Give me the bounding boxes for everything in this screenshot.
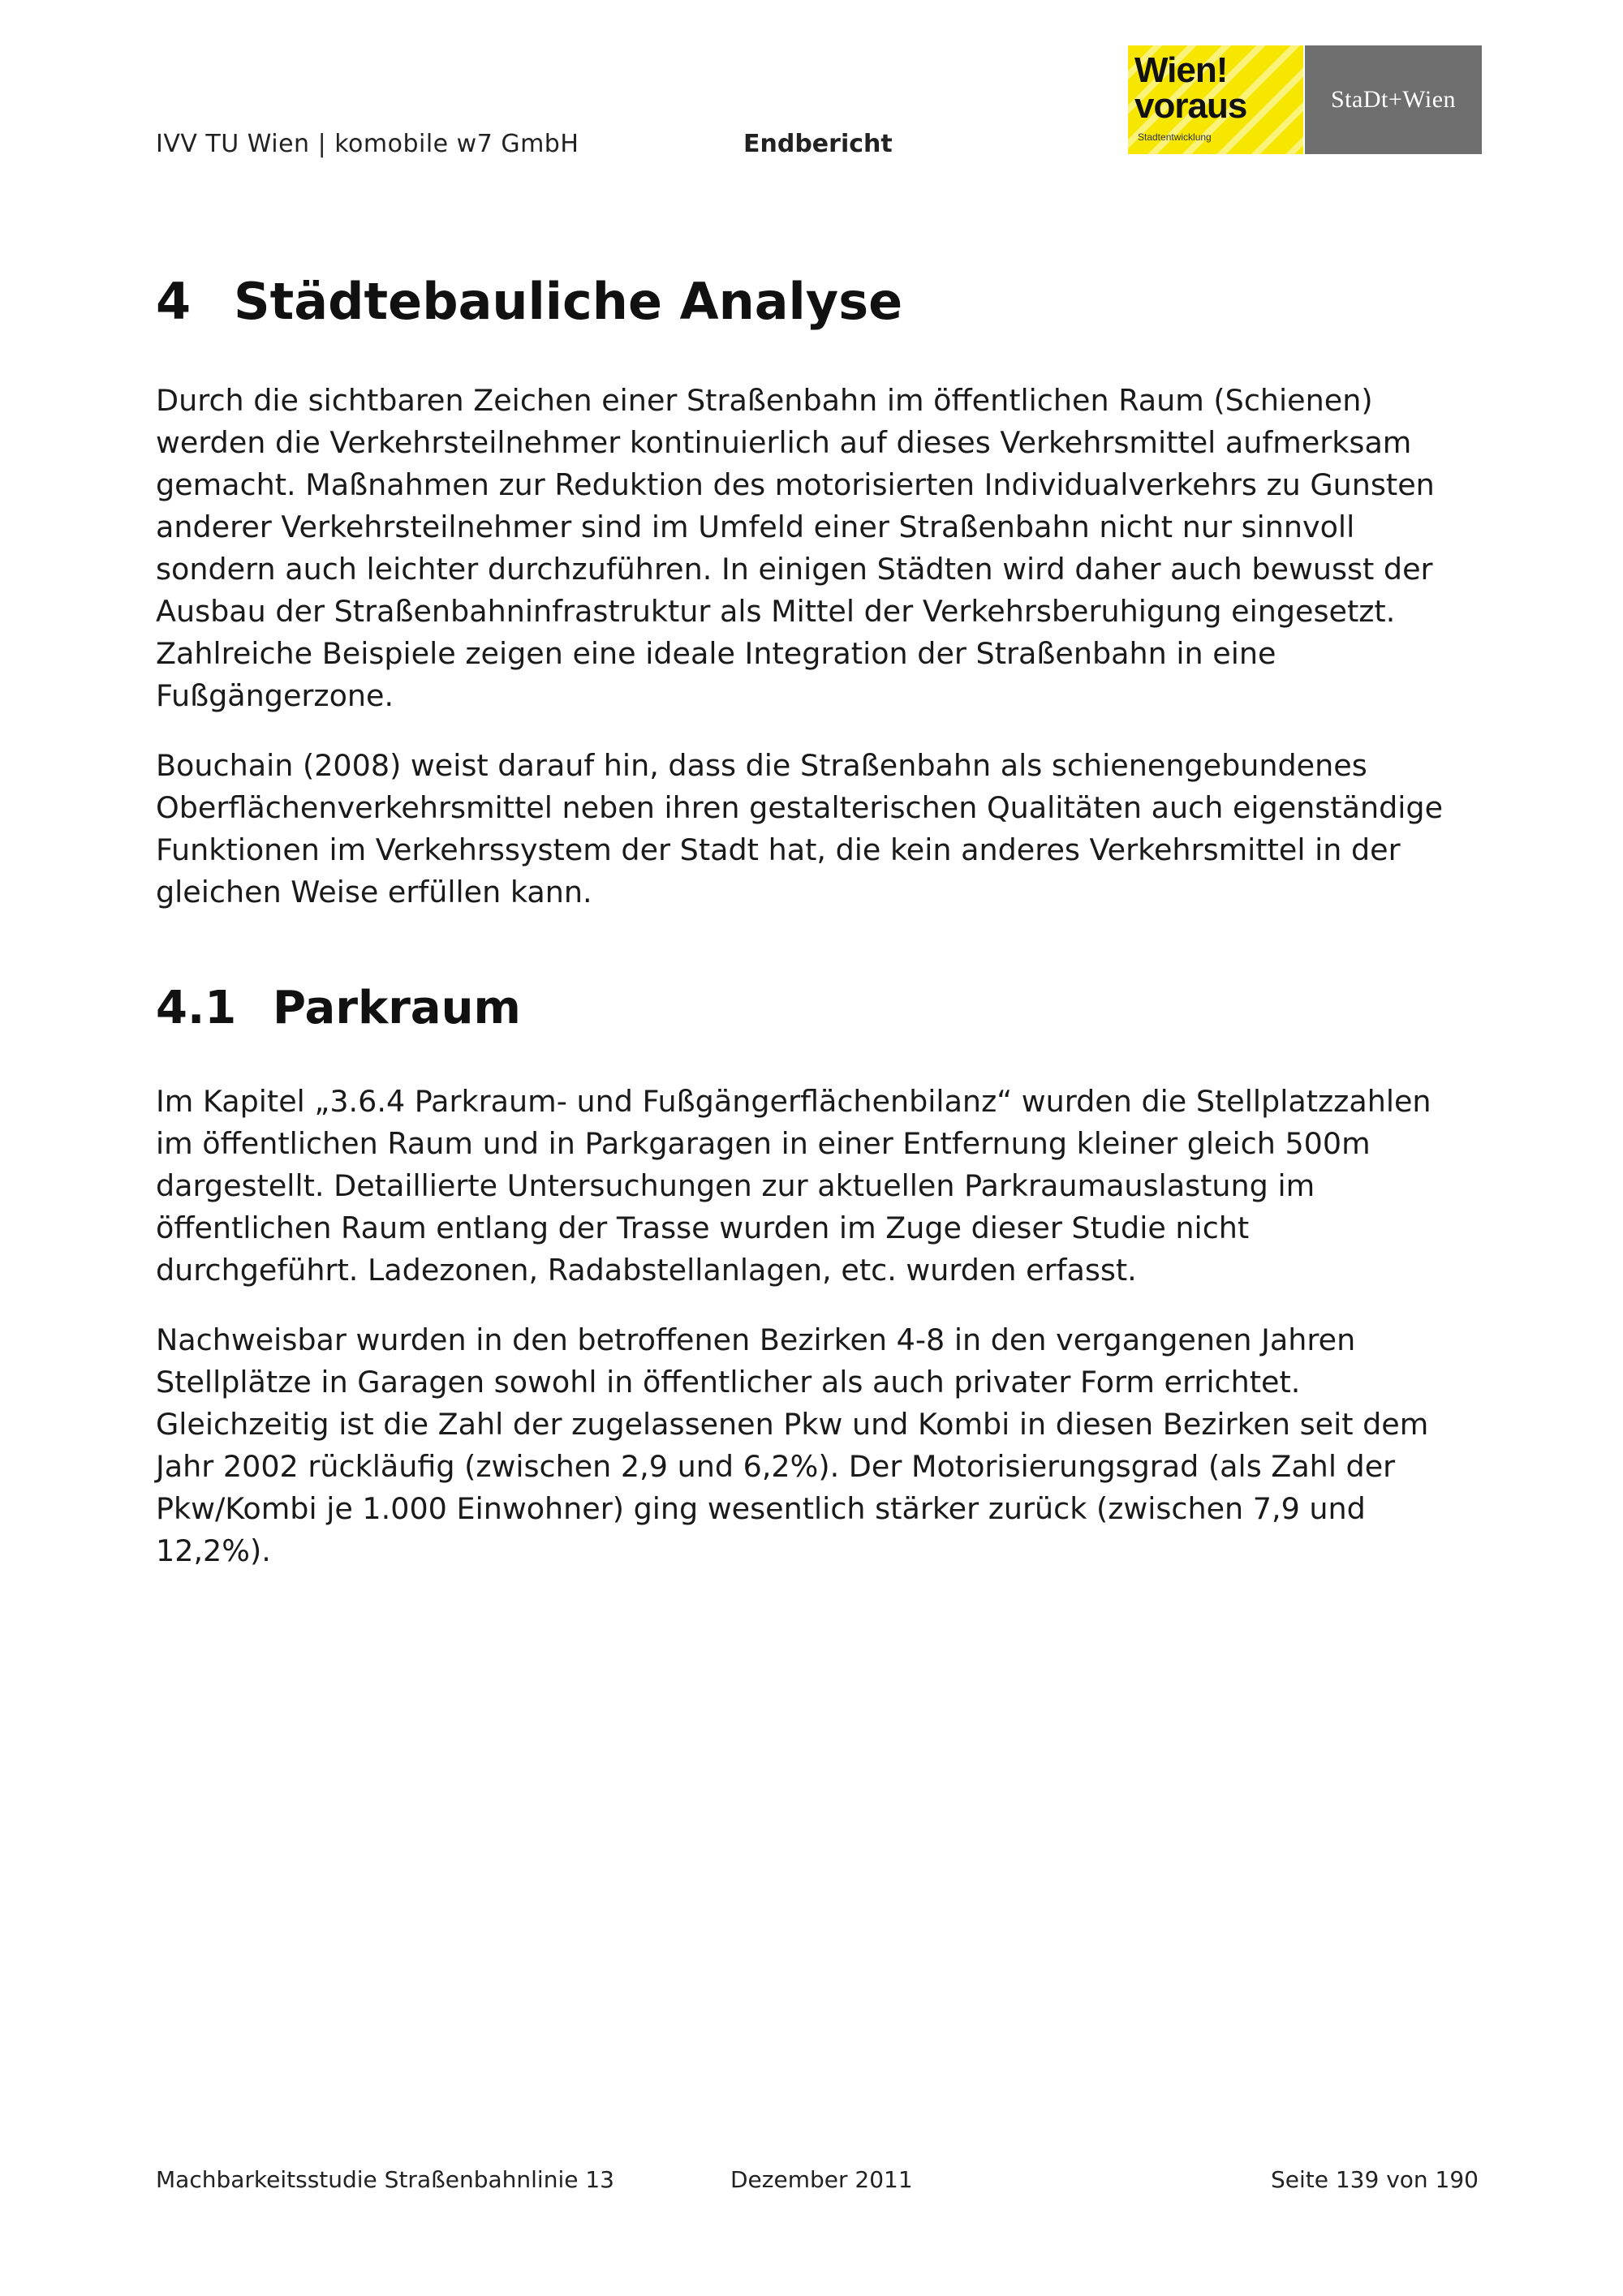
text-line: Im Kapitel „3.6.4 Parkraum- und Fußgängerflächenbilanz“ wurden die Stellplatzzahlen <box>156 1084 1431 1119</box>
text-line: durchgeführt. Ladezonen, Radabstellanlagen, etc. wurden erfasst. <box>156 1253 1137 1288</box>
text-line: Durch die sichtbaren Zeichen einer Straßenbahn im öffentlichen Raum (Schienen) <box>156 383 1373 418</box>
wien-voraus-logo: Wien! voraus Stadtentwicklung <box>1128 45 1303 154</box>
chapter-number: 4 <box>156 272 192 331</box>
text-line: gemacht. Maßnahmen zur Reduktion des motorisierten Individualverkehrs zu Gunsten <box>156 467 1435 502</box>
paragraph-4 <box>156 1319 1487 1572</box>
footer-page-number: Seite 139 von 190 <box>1270 2166 1479 2193</box>
footer-date: Dezember 2011 <box>730 2166 913 2193</box>
paragraph-1 <box>156 380 1487 717</box>
text-line: Pkw/Kombi je 1.000 Einwohner) ging wesentlich stärker zurück (zwischen 7,9 und <box>156 1491 1366 1526</box>
text-line: Nachweisbar wurden in den betroffenen Bezirken 4-8 in den vergangenen Jahren <box>156 1322 1356 1357</box>
text-line: Funktionen im Verkehrssystem der Stadt hat, die kein anderes Verkehrsmittel in der <box>156 832 1401 867</box>
text-line: Ausbau der Straßenbahninfrastruktur als Mittel der Verkehrsberuhigung eingesetzt. <box>156 594 1396 629</box>
stadt-wien-logo: StaDt+Wien <box>1305 45 1482 154</box>
text-line: werden die Verkehrsteilnehmer kontinuierlich auf dieses Verkehrsmittel aufmerksam <box>156 425 1412 460</box>
text-line: Gleichzeitig ist die Zahl der zugelassenen Pkw und Kombi in diesen Bezirken seit dem <box>156 1407 1429 1442</box>
text-line: dargestellt. Detaillierte Untersuchungen zur aktuellen Parkraumauslastung im <box>156 1168 1315 1203</box>
section-number: 4.1 <box>156 982 237 1034</box>
text-line: Fußgängerzone. <box>156 678 394 713</box>
text-line: gleichen Weise erfüllen kann. <box>156 875 592 909</box>
text-line: 12,2%). <box>156 1533 271 1568</box>
text-line: Zahlreiche Beispiele zeigen eine ideale Integration der Straßenbahn in eine <box>156 636 1276 671</box>
text-line: Oberflächenverkehrsmittel neben ihren gestalterischen Qualitäten auch eigenständige <box>156 790 1444 825</box>
header-authors: IVV TU Wien | komobile w7 GmbH <box>156 130 579 158</box>
text-line: Bouchain (2008) weist darauf hin, dass die Straßenbahn als schienengebundenes <box>156 748 1367 783</box>
paragraph-2 <box>156 745 1487 914</box>
text-line: Jahr 2002 rückläufig (zwischen 2,9 und 6,2%). Der Motorisierungsgrad (als Zahl der <box>156 1449 1396 1484</box>
header-report-type: Endbericht <box>743 130 893 158</box>
text-line: im öffentlichen Raum und in Parkgaragen in einer Entfernung kleiner gleich 500m <box>156 1126 1371 1161</box>
paragraph-3 <box>156 1081 1487 1292</box>
section-heading <box>156 982 521 1034</box>
text-line: öffentlichen Raum entlang der Trasse wurden im Zuge dieser Studie nicht <box>156 1210 1250 1245</box>
text-line: Stellplätze in Garagen sowohl in öffentlicher als auch privater Form errichtet. <box>156 1365 1301 1400</box>
footer-document-title: Machbarkeitsstudie Straßenbahnlinie 13 <box>156 2166 614 2193</box>
chapter-heading <box>156 272 902 331</box>
text-line: anderer Verkehrsteilnehmer sind im Umfeld einer Straßenbahn nicht nur sinnvoll <box>156 510 1355 544</box>
text-line: sondern auch leichter durchzuführen. In einigen Städten wird daher auch bewusst der <box>156 552 1433 587</box>
section-title: Parkraum <box>273 982 521 1034</box>
chapter-title: Städtebauliche Analyse <box>234 272 903 331</box>
